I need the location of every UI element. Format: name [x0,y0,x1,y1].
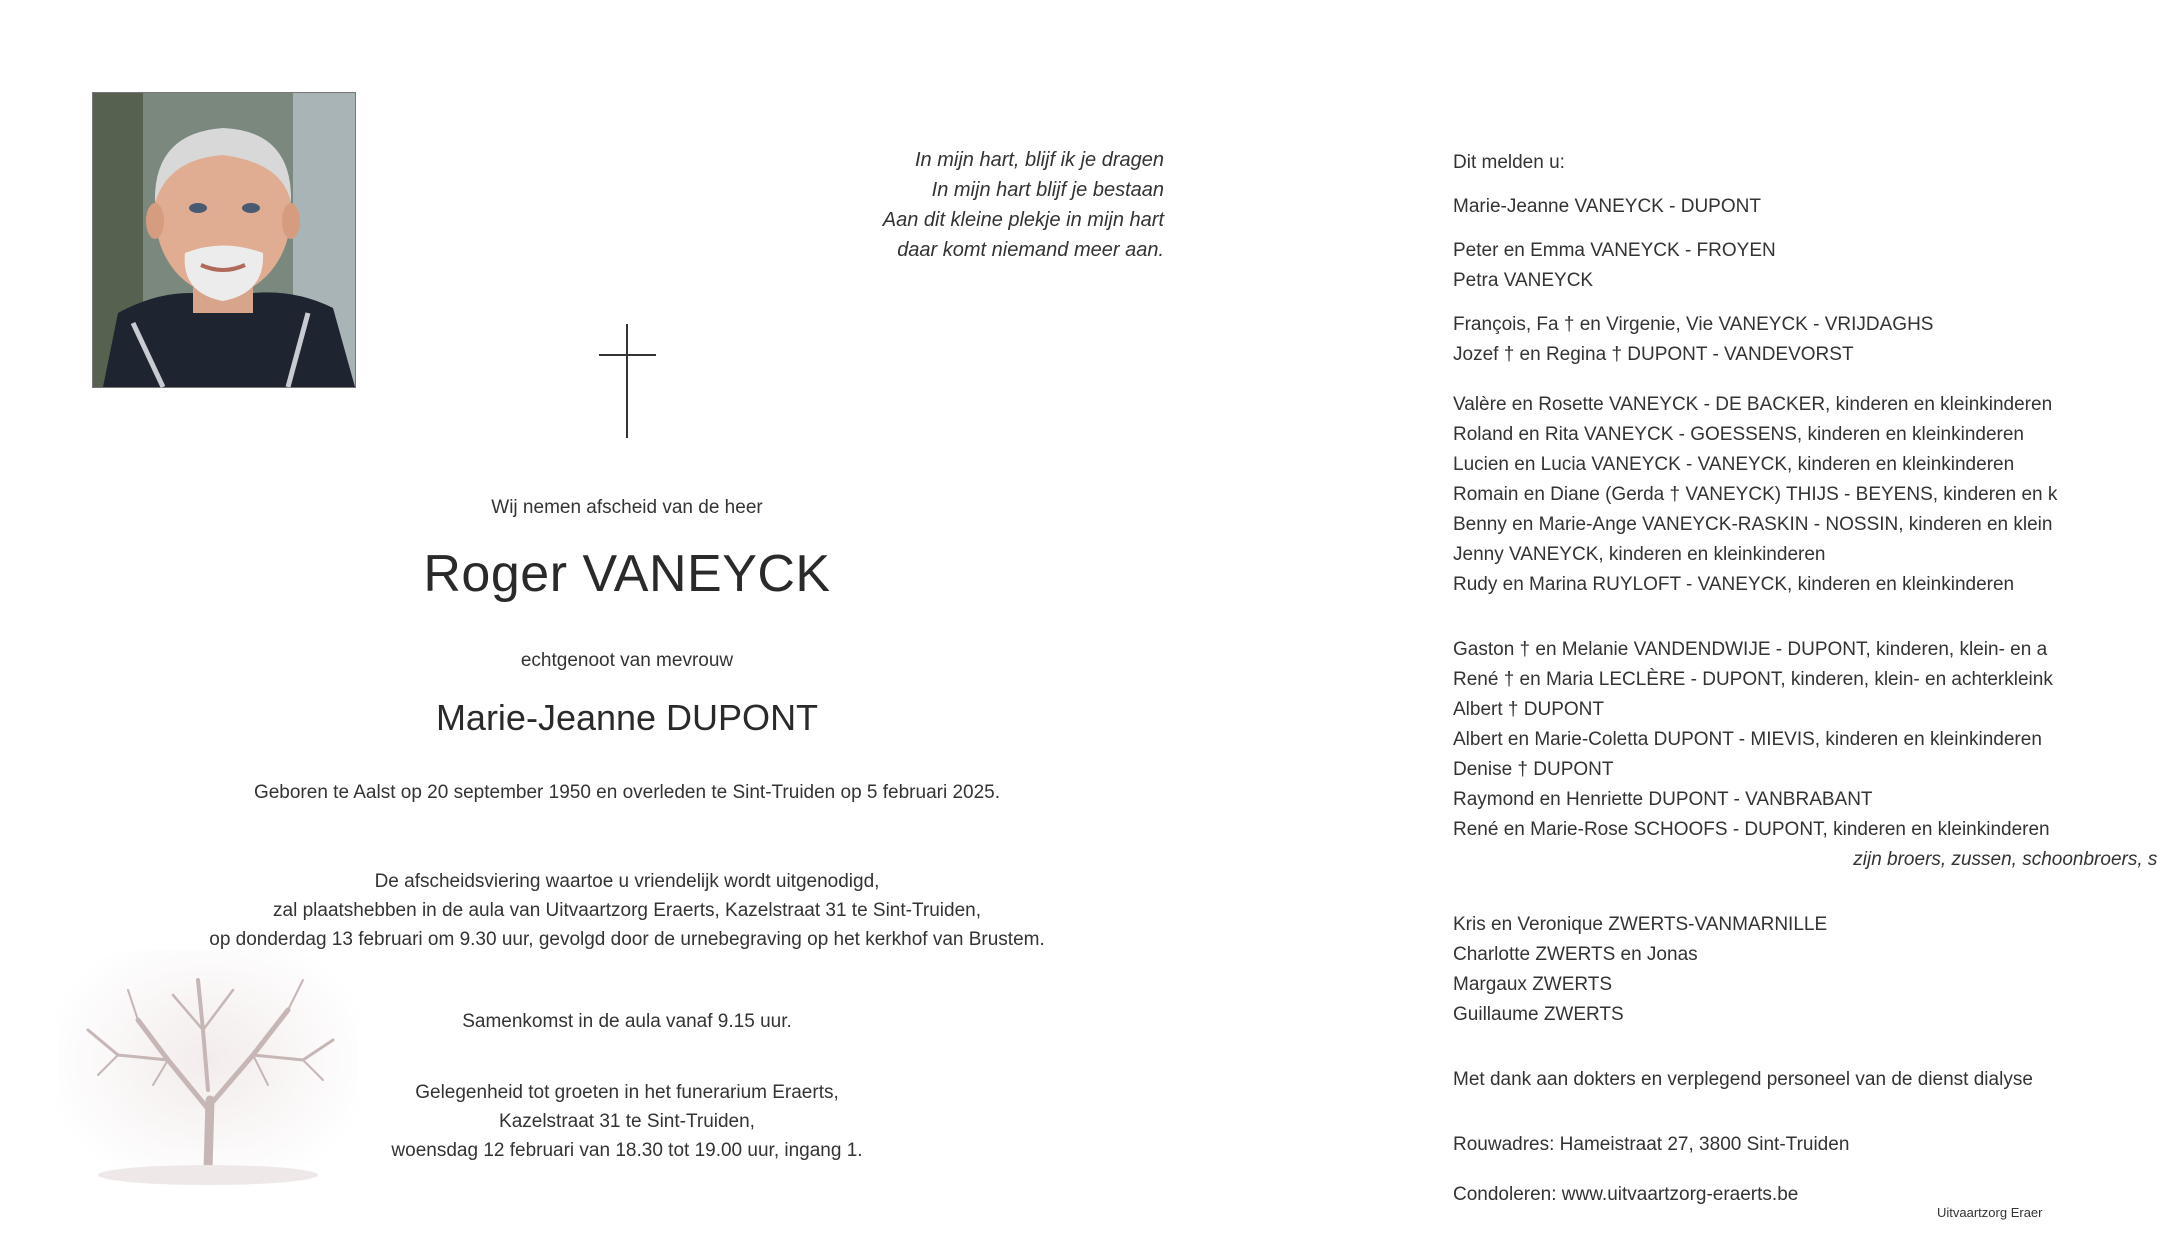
announcers-heading: Dit melden u: [1453,152,1565,173]
poem [883,145,1164,265]
gathering-text: Samenkomst in de aula vanaf 9.15 uur. [462,1011,792,1032]
portrait-photo [92,92,356,388]
announcer-line: Jozef † en Regina † DUPONT - VANDEVORST [1453,344,1854,365]
footer-note: Uitvaartzorg Eraer [1937,1205,2043,1220]
announcers-column [1453,148,2157,1210]
announcer-line: Valère en Rosette VANEYCK - DE BACKER, kinderen en kleinkinderen [1453,394,2053,415]
announcer-line: René en Marie-Rose SCHOOFS - DUPONT, kinderen en kleinkinderen [1453,819,2050,840]
greeting-line: Gelegenheid tot groeten in het funerarium Eraerts, [415,1082,839,1103]
greeting-line: Kazelstraat 31 te Sint-Truiden, [499,1111,755,1132]
deceased-name: Roger VANEYCK [423,545,831,603]
announcer-line: Benny en Marie-Ange VANEYCK-RASKIN - NOSSIN, kinderen en klein [1453,514,2053,535]
thanks-text: Met dank aan dokters en verplegend personeel van de dienst dialyse [1453,1069,2033,1090]
announcer-line: Petra VANEYCK [1453,270,1594,291]
announcer-line: François, Fa † en Virgenie, Vie VANEYCK - VRIJDAGHS [1453,314,1934,335]
cross-icon-bar [599,354,656,356]
spouse-name: Marie-Jeanne DUPONT [435,697,819,738]
announcer-line: Lucien en Lucia VANEYCK - VANEYCK, kinderen en kleinkinderen [1453,454,2015,475]
tree-illustration [58,950,358,1195]
mourning-address: Rouwadres: Hameistraat 27, 3800 Sint-Truiden [1453,1134,1850,1155]
cross-icon [626,324,628,438]
announcer-line: Guillaume ZWERTS [1453,1004,1624,1025]
announcer-line: Margaux ZWERTS [1453,974,1613,995]
announcer-line: René † en Maria LECLÈRE - DUPONT, kinderen, klein- en achterkleink [1453,669,2053,690]
ceremony-line: op donderdag 13 februari om 9.30 uur, gevolgd door de urnebegraving op het kerkhof van Brustem. [209,929,1045,950]
announcer-line: Roland en Rita VANEYCK - GOESSENS, kinderen en kleinkinderen [1453,424,2024,445]
ceremony-line: De afscheidsviering waartoe u vriendelijk wordt uitgenodigd, [374,871,880,892]
announcer-line: Denise † DUPONT [1453,759,1614,780]
poem-line: In mijn hart, blijf ik je dragen [914,149,1164,171]
spouse-intro: echtgenoot van mevrouw [520,650,734,671]
birth-death-text: Geboren te Aalst op 20 september 1950 en overleden te Sint-Truiden op 5 februari 2025. [253,782,1001,803]
condolences-link[interactable]: Condoleren: www.uitvaartzorg-eraerts.be [1453,1184,1799,1205]
siblings-signature: zijn broers, zussen, schoonbroers, s [1853,849,2157,870]
announcer-line: Romain en Diane (Gerda † VANEYCK) THIJS - BEYENS, kinderen en k [1453,484,2058,505]
announcer-line: Jenny VANEYCK, kinderen en kleinkinderen [1453,544,1826,565]
announcer-line: Kris en Veronique ZWERTS-VANMARNILLE [1453,914,1828,935]
announcer-line: Rudy en Marina RUYLOFT - VANEYCK, kinderen en kleinkinderen [1453,574,2015,595]
poem-line: In mijn hart blijf je bestaan [931,179,1164,201]
greeting-line: woensdag 12 februari van 18.30 tot 19.00 uur, ingang 1. [391,1140,863,1161]
announcer-line: Albert † DUPONT [1453,699,1604,720]
announcer-line: Albert en Marie-Coletta DUPONT - MIEVIS, kinderen en kleinkinderen [1453,729,2042,750]
intro-text: Wij nemen afscheid van de heer [491,497,763,518]
ceremony-line: zal plaatshebben in de aula van Uitvaartzorg Eraerts, Kazelstraat 31 te Sint-Truiden, [273,900,981,921]
announcer-line: Gaston † en Melanie VANDENDWIJE - DUPONT, kinderen, klein- en a [1453,639,2048,660]
announcer-line: Marie-Jeanne VANEYCK - DUPONT [1453,196,1761,217]
ceremony-info [100,867,1154,954]
poem-line: daar komt niemand meer aan. [897,239,1164,261]
announcer-line: Charlotte ZWERTS en Jonas [1453,944,1698,965]
poem-line: Aan dit kleine plekje in mijn hart [882,209,1164,231]
announcer-line: Peter en Emma VANEYCK - FROYEN [1453,240,1776,261]
announcer-line: Raymond en Henriette DUPONT - VANBRABANT [1453,789,1873,810]
